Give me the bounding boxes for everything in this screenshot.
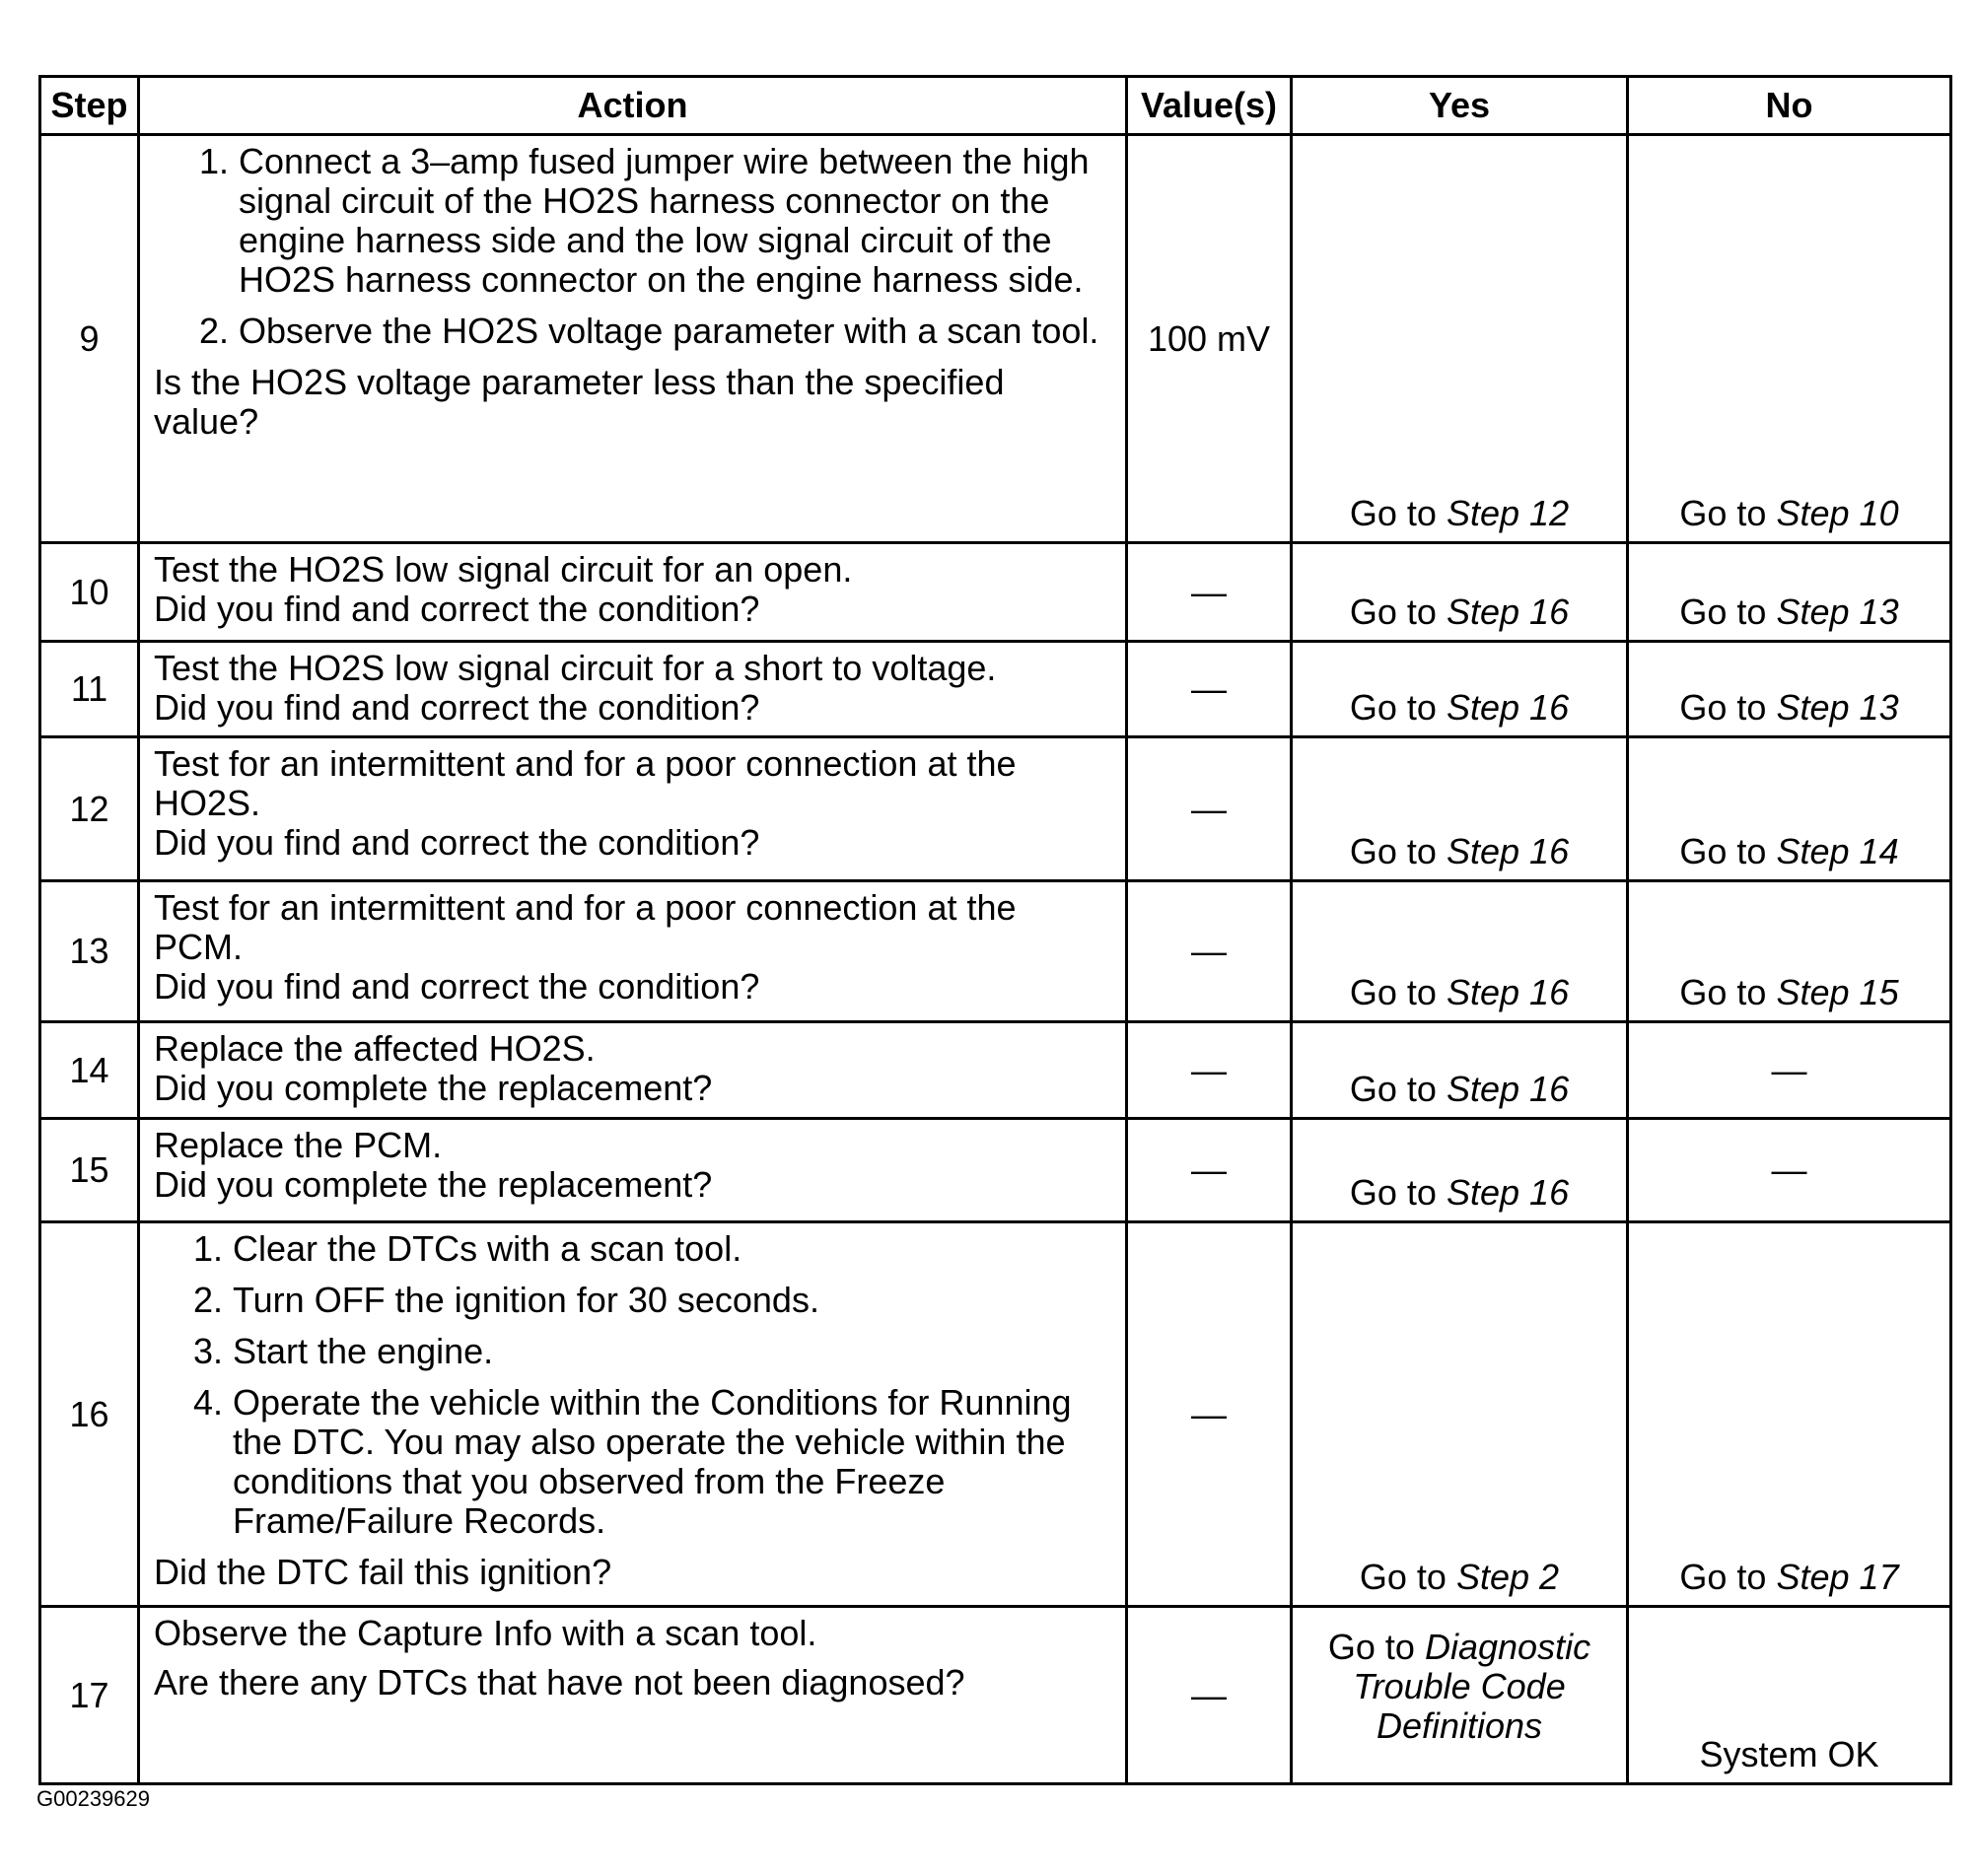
action-cell — [139, 881, 1127, 1022]
table-row — [40, 543, 1951, 642]
action-cell — [139, 543, 1127, 642]
no-cell: — — [1628, 1022, 1951, 1119]
action-text: Test the HO2S low signal circuit for a short to voltage. — [154, 648, 997, 688]
value-cell: — — [1127, 543, 1292, 642]
step-number: 16 — [40, 1222, 139, 1607]
no-cell — [1628, 1222, 1951, 1607]
values-column-header: Value(s) — [1127, 77, 1292, 135]
value-cell: — — [1127, 1222, 1292, 1607]
no-cell: — — [1628, 1119, 1951, 1222]
goto-target: Step 16 — [1446, 972, 1570, 1012]
goto-target: Step 17 — [1776, 1557, 1899, 1597]
substep: 1. Connect a 3–amp fused jumper wire between the high signal circuit of the HO2S harness connector on the engine harness side and the low signal circuit of the HO2S harness connector on the engine harness side. — [239, 142, 1111, 300]
yes-cell — [1292, 543, 1628, 642]
yes-cell — [1292, 1607, 1628, 1784]
goto-target: Step 15 — [1776, 972, 1899, 1012]
no-cell — [1628, 543, 1951, 642]
goto-target: Step 16 — [1446, 591, 1570, 632]
goto-prefix: Go to — [1679, 1557, 1767, 1597]
substep: 2. Turn OFF the ignition for 30 seconds. — [233, 1281, 1111, 1320]
step-column-header: Step — [40, 77, 139, 135]
goto-target: Step 16 — [1446, 831, 1570, 871]
action-text: Replace the PCM. — [154, 1125, 443, 1165]
action-cell — [139, 642, 1127, 737]
yes-cell — [1292, 1222, 1628, 1607]
question-text: Is the HO2S voltage parameter less than the specified value? — [154, 362, 1005, 442]
step-number: 11 — [40, 642, 139, 737]
substep-list — [154, 1229, 1111, 1541]
table-row — [40, 737, 1951, 881]
question-text: Did you find and correct the condition? — [154, 589, 760, 629]
step-number: 14 — [40, 1022, 139, 1119]
yes-cell — [1292, 737, 1628, 881]
yes-cell — [1292, 881, 1628, 1022]
question-text: Did you complete the replacement? — [154, 1164, 713, 1205]
action-cell — [139, 1119, 1127, 1222]
goto-prefix: Go to — [1679, 831, 1767, 871]
goto-prefix: Go to — [1349, 591, 1437, 632]
table-row — [40, 642, 1951, 737]
action-cell — [139, 1607, 1127, 1784]
figure-id: G00239629 — [36, 1786, 150, 1811]
goto-prefix: Go to — [1349, 1172, 1437, 1213]
goto-target: Step 16 — [1446, 1172, 1570, 1213]
value-cell: — — [1127, 737, 1292, 881]
step-number: 12 — [40, 737, 139, 881]
goto-prefix: Go to — [1679, 493, 1767, 533]
value-cell: — — [1127, 1022, 1292, 1119]
goto-prefix: Go to — [1359, 1557, 1447, 1597]
step-number: 15 — [40, 1119, 139, 1222]
yes-cell — [1292, 642, 1628, 737]
question-text: Are there any DTCs that have not been diagnosed? — [154, 1662, 965, 1702]
header-row — [40, 77, 1951, 135]
action-cell — [139, 1222, 1127, 1607]
goto-prefix: Go to — [1679, 687, 1767, 728]
action-text: Test for an intermittent and for a poor connection at the HO2S. — [154, 743, 1017, 823]
action-cell — [139, 1022, 1127, 1119]
goto-prefix: Go to — [1327, 1627, 1415, 1667]
no-column-header: No — [1628, 77, 1951, 135]
action-text: Observe the Capture Info with a scan tool. — [154, 1613, 817, 1653]
step-number: 13 — [40, 881, 139, 1022]
action-cell — [139, 135, 1127, 543]
question-text: Did you find and correct the condition? — [154, 822, 760, 863]
step-number: 17 — [40, 1607, 139, 1784]
goto-prefix: Go to — [1349, 493, 1437, 533]
substep: 1. Clear the DTCs with a scan tool. — [233, 1229, 1111, 1269]
question-text: Did you find and correct the condition? — [154, 687, 760, 728]
action-cell — [139, 737, 1127, 881]
substep: 2. Observe the HO2S voltage parameter with a scan tool. — [239, 312, 1111, 351]
goto-target: Step 14 — [1776, 831, 1899, 871]
yes-cell — [1292, 1119, 1628, 1222]
no-cell — [1628, 642, 1951, 737]
question-text: Did you complete the replacement? — [154, 1068, 713, 1108]
no-cell — [1628, 135, 1951, 543]
value-cell: — — [1127, 1607, 1292, 1784]
step-number: 9 — [40, 135, 139, 543]
step-number: 10 — [40, 543, 139, 642]
goto-target: Step 13 — [1776, 591, 1899, 632]
value-cell: — — [1127, 1119, 1292, 1222]
goto-prefix: Go to — [1349, 687, 1437, 728]
goto-target: Step 13 — [1776, 687, 1899, 728]
goto-prefix: Go to — [1349, 972, 1437, 1012]
table-row — [40, 1119, 1951, 1222]
goto-prefix: Go to — [1349, 831, 1437, 871]
goto-target: Step 2 — [1455, 1557, 1560, 1597]
question-text: Did the DTC fail this ignition? — [154, 1552, 612, 1592]
table-row — [40, 135, 1951, 543]
goto-target: Step 10 — [1776, 493, 1899, 533]
diagnostic-table — [38, 75, 1952, 1785]
value-cell: 100 mV — [1127, 135, 1292, 543]
yes-cell — [1292, 1022, 1628, 1119]
substep: 4. Operate the vehicle within the Conditions for Running the DTC. You may also operate the vehicle within the conditions that you observed from the Freeze Frame/Failure Records. — [233, 1383, 1111, 1541]
goto-target: Diagnostic Trouble Code Definitions — [1353, 1627, 1591, 1746]
goto-prefix: Go to — [1679, 591, 1767, 632]
goto-prefix: Go to — [1349, 1069, 1437, 1109]
table-row — [40, 1607, 1951, 1784]
substep-list — [154, 142, 1111, 351]
action-text: Test the HO2S low signal circuit for an open. — [154, 549, 853, 590]
action-column-header: Action — [139, 77, 1127, 135]
no-cell — [1628, 737, 1951, 881]
goto-target: Step 12 — [1446, 493, 1570, 533]
goto-target: Step 16 — [1446, 1069, 1570, 1109]
action-text: Test for an intermittent and for a poor connection at the PCM. — [154, 887, 1017, 967]
table-row — [40, 1222, 1951, 1607]
substep: 3. Start the engine. — [233, 1332, 1111, 1371]
question-text: Did you find and correct the condition? — [154, 966, 760, 1007]
table-row — [40, 1022, 1951, 1119]
goto-target: Step 16 — [1446, 687, 1570, 728]
no-cell: System OK — [1628, 1607, 1951, 1784]
action-text: Replace the affected HO2S. — [154, 1028, 596, 1069]
goto-prefix: Go to — [1679, 972, 1767, 1012]
no-cell — [1628, 881, 1951, 1022]
table-row — [40, 881, 1951, 1022]
yes-cell — [1292, 135, 1628, 543]
value-cell: — — [1127, 881, 1292, 1022]
yes-column-header: Yes — [1292, 77, 1628, 135]
value-cell: — — [1127, 642, 1292, 737]
